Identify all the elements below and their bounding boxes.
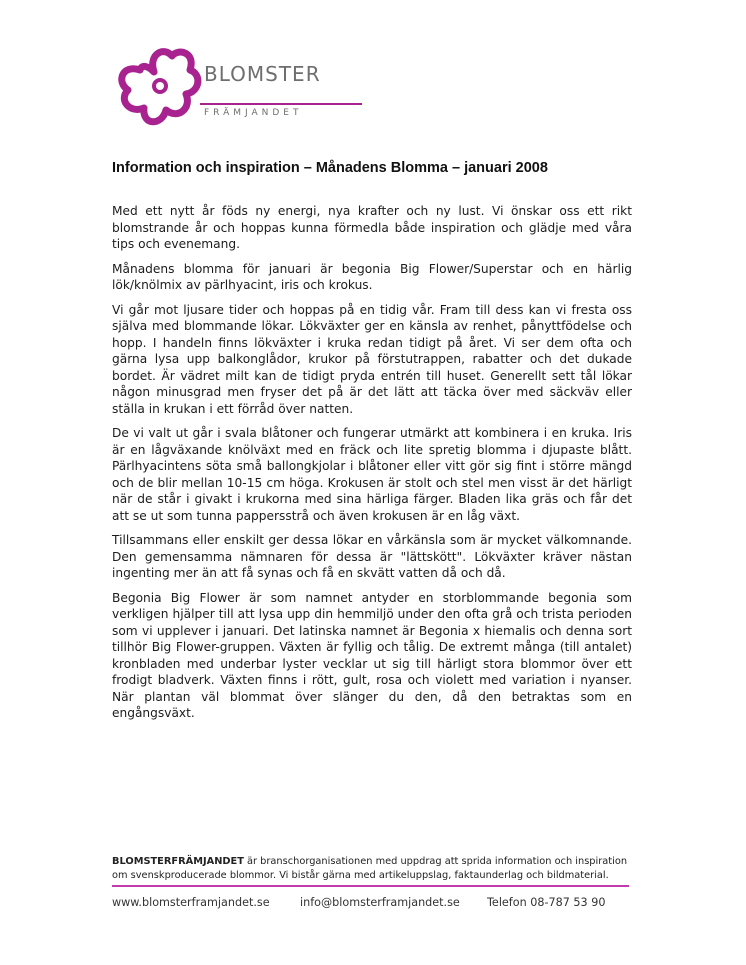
paragraph: Månadens blomma för januari är begonia Big Flower/Superstar och en härlig lök/knölmix av pärlhyacint, iris och krokus. <box>112 261 632 292</box>
paragraph: Tillsammans eller enskilt ger dessa lökar en vårkänsla som är mycket välkomnande. Den gemensamma nämnaren för dessa är "lättskött". Lökväxter kräver nästan ingenting mer än att få synas och få en skvätt vatten då och då. <box>112 533 632 580</box>
footer-description <box>112 855 632 882</box>
logo <box>112 42 372 132</box>
article-body <box>112 203 632 730</box>
logo-brand-text: BLOMSTER <box>204 62 321 86</box>
paragraph: Begonia Big Flower är som namnet antyder en storblommande begonia som verkligen hjälper till att lysa upp din hemmiljö under den ofta grå och trista perioden som vi upplever i januari. Det latinska namnet är Begonia x hiemalis och denna sort tillhör Big Flower-gruppen. Växten är fyllig och tålig. De extremt många (till antalet) kronbladen med underbar lyster vecklar ut sig till härligt stora blommor över ett frodigt bladverk. Växten finns i rött, gult, rosa och violett med variation i nyanser. När plantan väl blommat över slänger du den, då den betraktas som en engångsväxt. <box>112 590 632 720</box>
paragraph: De vi valt ut går i svala blåtoner och fungerar utmärkt att kombinera i en kruka. Iris är en lågväxande knölväxt med en fräck och lite spretig blomma i djupaste blått. Pärlhyacintens söta små ballongkjolar i blåtoner eller vitt gör sig fint i större mängd och de blir mellan 10-15 cm höga. Krokusen är stolt och stel men visst är det härligt när de står i givakt i krukorna med sina härliga färger. Bladen lika gräs och får det att se ut som tunna pappersstrå och även krokusen är en låg växt. <box>112 426 632 523</box>
website-link[interactable]: www.blomsterframjandet.se <box>112 896 270 909</box>
logo-sub-text: FRÄMJANDET <box>204 108 303 118</box>
email-link[interactable]: info@blomsterframjandet.se <box>300 896 460 909</box>
paragraph: Med ett nytt år föds ny energi, nya krafter och ny lust. Vi önskar oss ett rikt blomstrande år och hoppas kunna förmedla både inspiration och glädje med våra tips och evenemang. <box>112 204 632 251</box>
footer-org-name: BLOMSTERFRÄMJANDET <box>112 856 244 867</box>
paragraph: Vi går mot ljusare tider och hoppas på en tidig vår. Fram till dess kan vi fresta oss själva med blommande lökar. Lökväxter ger en känsla av renhet, pånyttfödelse och hopp. I handeln finns lökväxter i kruka redan tidigt på året. Vi ser dem ofta och gärna lysa upp balkonglådor, krukor på förstutrappen, rabatter och det dukade bordet. Är vädret milt kan de tidigt pryda entrén till huset. Generellt sett tål lökar någon minusgrad men fryser det på är det lätt att täcka över med säckväv eller ställa in krukan i ett förråd över natten. <box>112 302 632 416</box>
flower-logo-icon <box>112 42 202 132</box>
footer-divider <box>112 885 629 887</box>
footer-description-text: är branschorganisationen med uppdrag att sprida information och inspiration om svenskproducerade blommor. Vi bistår gärna med artikeluppslag, faktaunderlag och bildmaterial. <box>112 856 628 881</box>
logo-underline <box>200 103 362 105</box>
page-title: Information och inspiration – Månadens Blomma – januari 2008 <box>112 160 548 176</box>
phone-number: Telefon 08-787 53 90 <box>487 896 606 909</box>
